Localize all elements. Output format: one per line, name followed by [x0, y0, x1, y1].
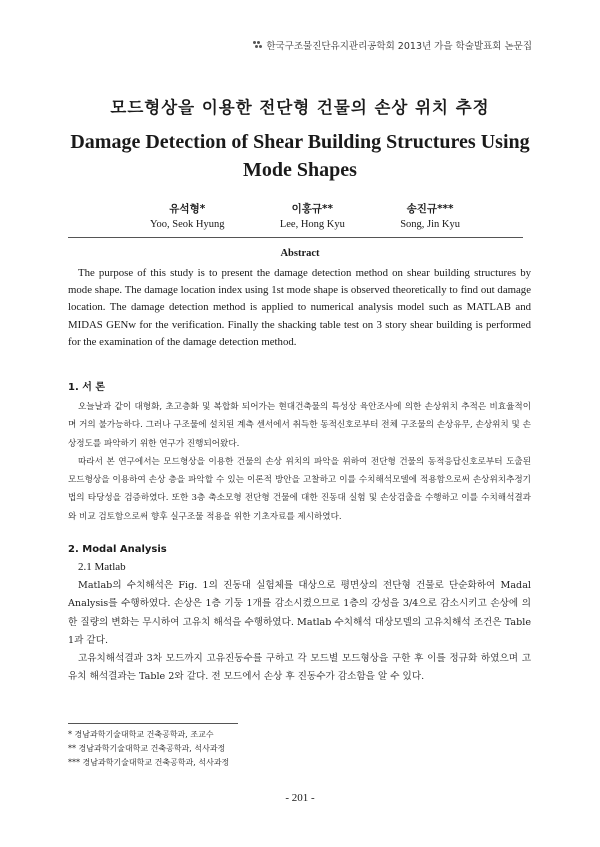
paragraph: 고유치해석결과 3차 모드까지 고유진동수를 구하고 각 모드별 모드형상을 구한 후 이를 정규화 하였으며 고유치 해석결과는 Table 2와 같다. 전 모드에서 손상 후 진동수가 감소함을 알 수 있다. [68, 653, 531, 683]
author-name-korean: 유석형* [169, 203, 206, 215]
dots-icon [253, 41, 262, 50]
korean-title: 모드형상을 이용한 전단형 건물의 손상 위치 추정 [110, 98, 490, 117]
author-2 [280, 201, 345, 230]
english-title: Damage Detection of Shear Building Structures Using Mode Shapes [70, 131, 530, 181]
conference-header [253, 38, 532, 52]
abstract-heading: Abstract [280, 248, 320, 259]
author-list [150, 201, 460, 230]
section-1-body [68, 398, 531, 526]
footnote: *** 경남과학기술대학교 건축공학과, 석사과정 [68, 758, 230, 767]
subsection-2-1-heading: 2.1 Matlab [78, 561, 126, 573]
footnote: ** 경남과학기술대학교 건축공학과, 석사과정 [68, 744, 226, 753]
section-2-heading: 2. Modal Analysis [68, 544, 167, 555]
section-2-body [68, 577, 531, 687]
author-name-korean: 송진규*** [406, 203, 454, 215]
footnote: * 경남과학기술대학교 건축공학과, 조교수 [68, 730, 214, 739]
author-1 [150, 201, 225, 230]
author-name-english: Lee, Hong Kyu [279, 219, 345, 230]
abstract-text: The purpose of this study is to present the damage detection method on shear building structures by mode shape. The damage location index using 1st mode shape is observed theoretically to find out damage location. The damage detection method is applied to numerical analysis model such as MATLAB and MIDAS GENw for the verification. Finally the shacking table test on 3 story shear building is performed for the examination of the damage detection method. [68, 267, 531, 348]
paragraph: 따라서 본 연구에서는 모드형상을 이용한 건물의 손상 위치의 파악을 위하여 전단형 건물의 동적응답신호로부터 도출된 모드형상을 이용하여 손상 층을 파악할 수 있는 이론적 방안을 고찰하고 이를 수치해석모델에 적용함으로써 손상위치추정기법의 타당성을 검증하였다. 또한 3층 축소모형 전단형 건물에 대한 진동대 실험 및 손상검출을 수행하고 이를 수치해석결과와 비교 검토함으로써 향후 실구조물 적용을 위한 기초자료를 제시하였다. [68, 456, 531, 522]
section-1-heading: 1. 서 론 [68, 382, 106, 393]
title-divider [68, 237, 523, 238]
author-name-english: Song, Jin Kyu [400, 219, 460, 230]
author-3 [400, 201, 460, 230]
conference-name: 한국구조물진단유지관리공학회 2013년 가을 학술발표회 논문집 [266, 41, 532, 52]
paragraph: Matlab의 수치해석은 Fig. 1의 진동대 실험체를 대상으로 평면상의 전단형 건물로 단순화하여 Madal Analysis를 수행하였다. 손상은 1층 기둥 1개를 감소시켰으므로 1층의 강성을 3/4으로 감소시키고 손상에 의한 질량의 변화는 무시하여 고유치 해석을 수행하였다. Matlab 수치해석 대상모델의 고유치해석 조건은 Table 1과 같다. [68, 580, 531, 646]
paragraph: 오늘날과 같이 대형화, 초고층화 및 복합화 되어가는 현대건축물의 특성상 육안조사에 의한 손상위치 추적은 비효율적이며 거의 불가능하다. 그러나 구조물에 설치된 계측 센서에서 취득한 동적신호로부터 전체 구조물의 손상유무, 손상위치 및 손상정도를 파악하기 위한 연구가 진행되어왔다. [68, 402, 531, 449]
footnotes [68, 728, 229, 770]
page-number: - 201 - [285, 792, 315, 804]
author-name-korean: 이홍규** [291, 203, 334, 215]
footnote-divider [68, 723, 238, 724]
author-name-english: Yoo, Seok Hyung [150, 219, 225, 230]
